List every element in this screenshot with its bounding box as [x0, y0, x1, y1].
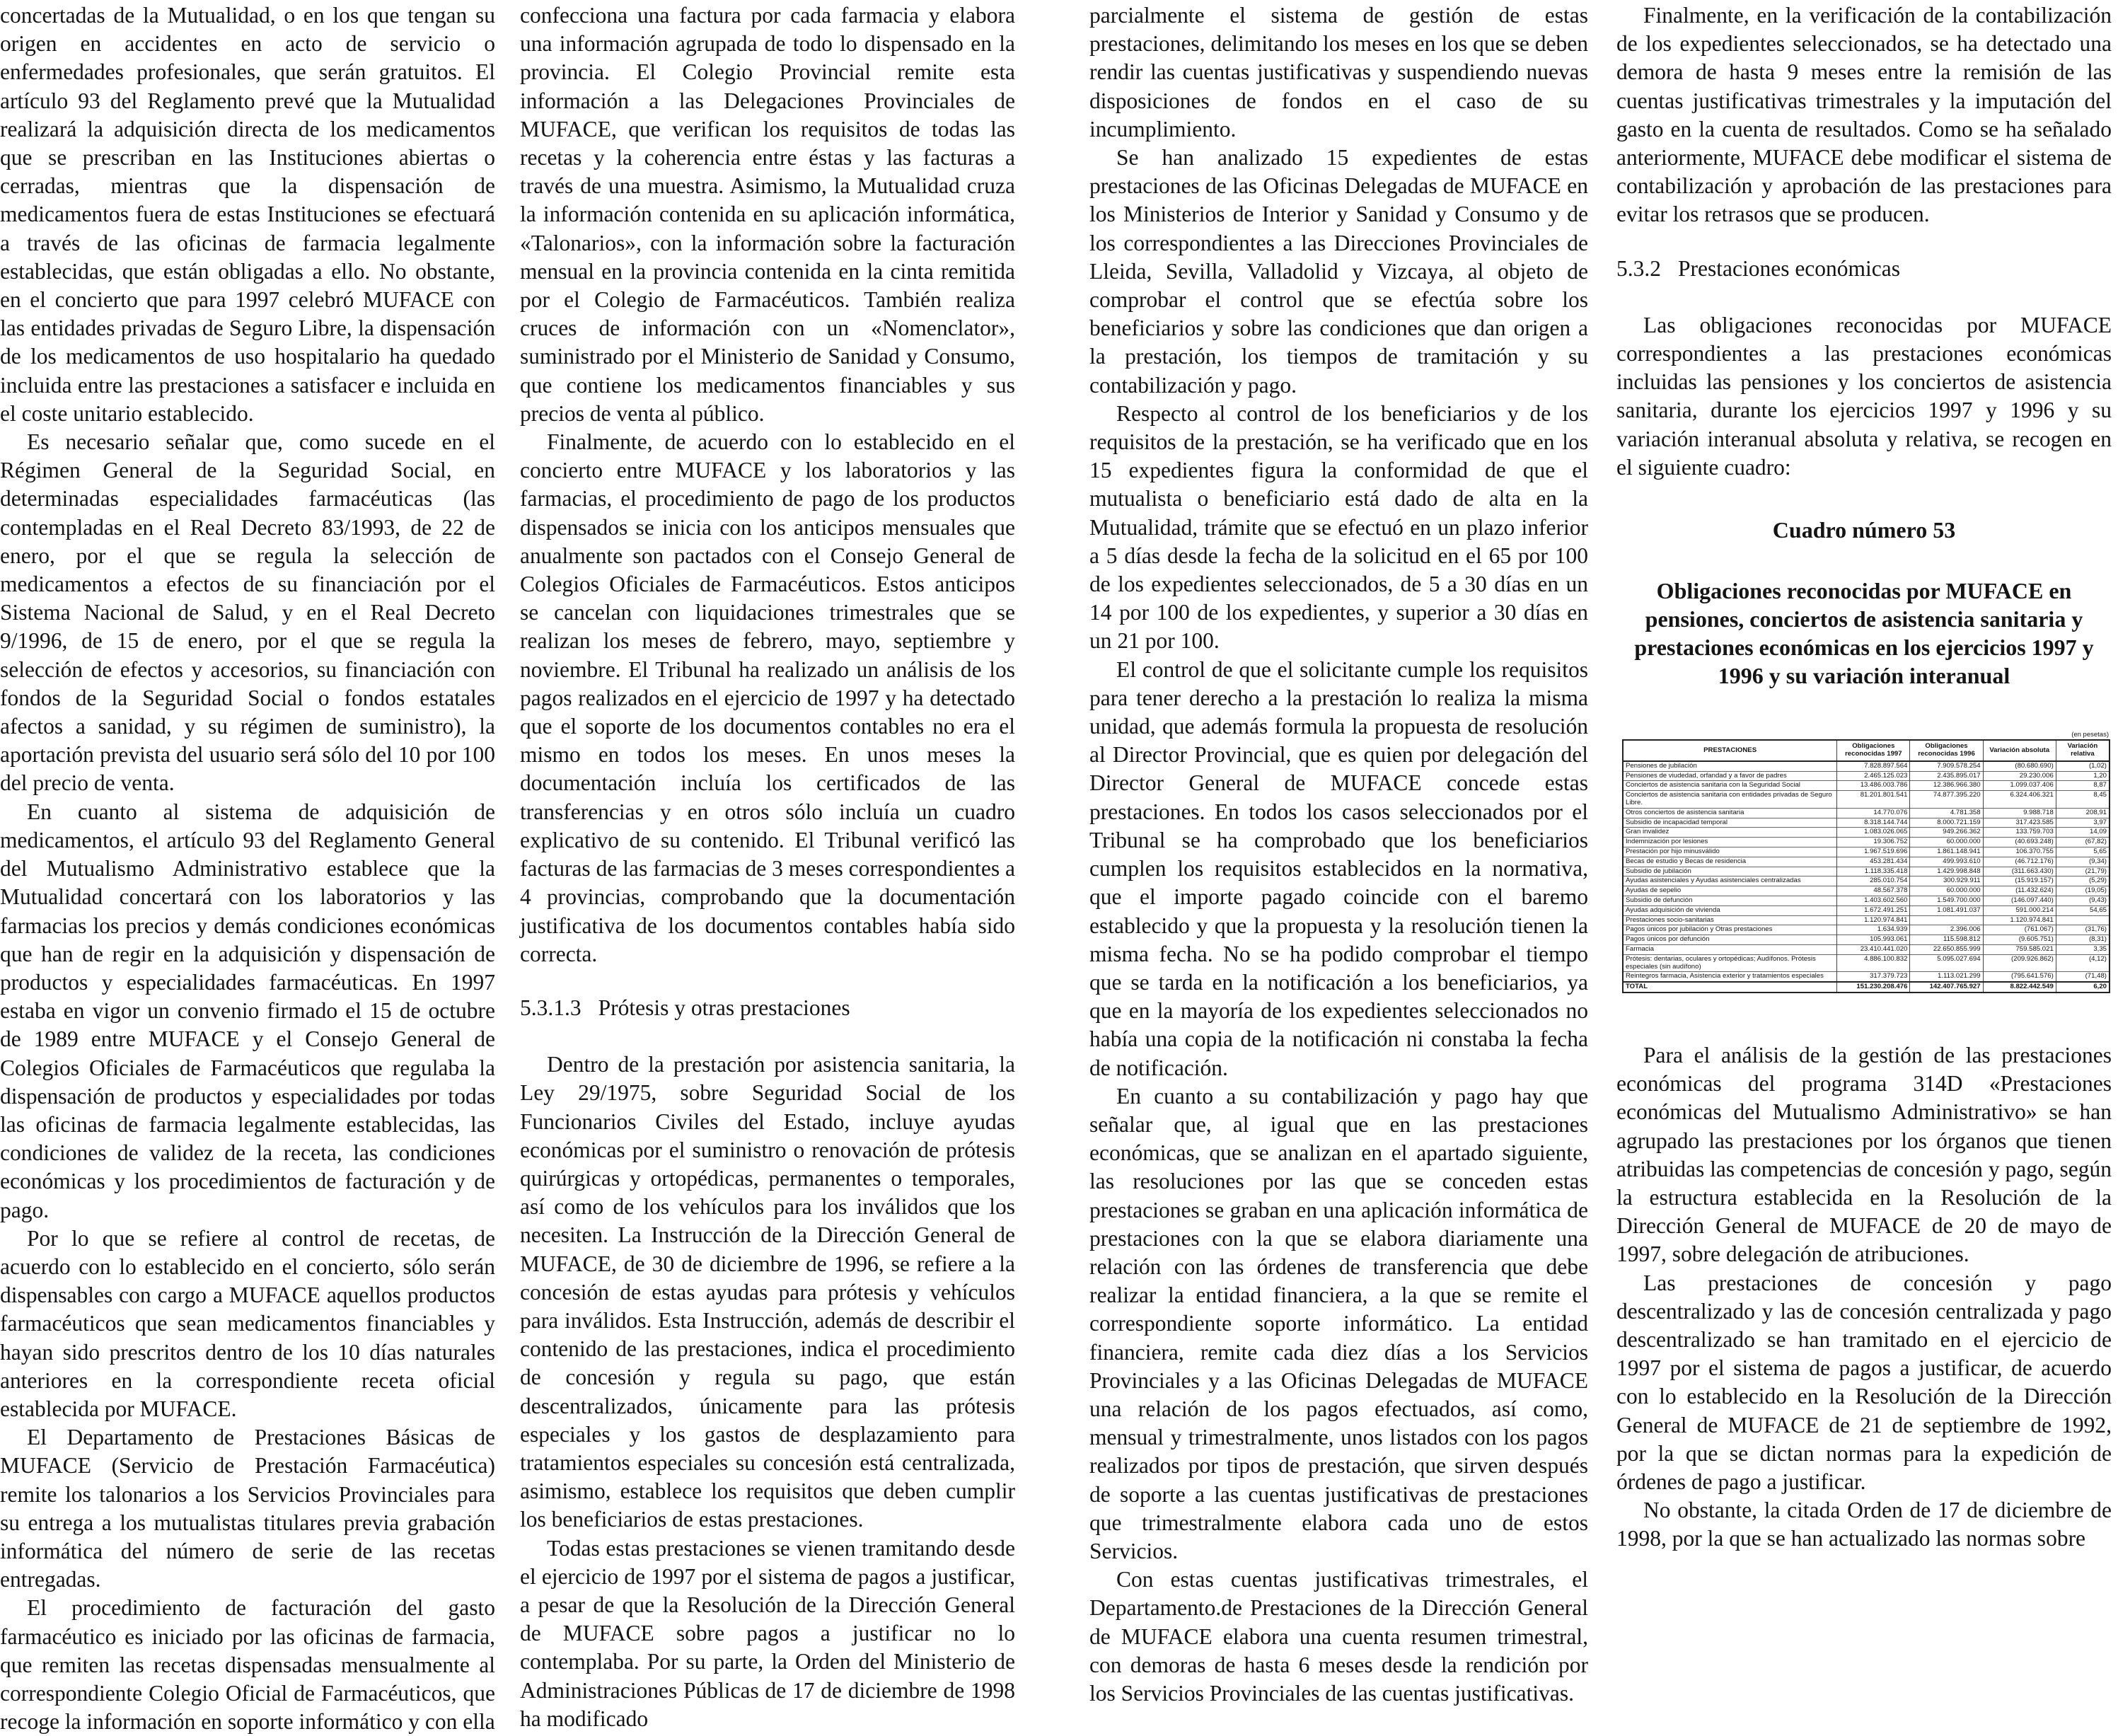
row-label-cell: Indemnización por lesiones [1623, 838, 1837, 847]
text-column-4 [1616, 1, 2112, 1637]
table-row [1623, 857, 2110, 867]
table-row [1623, 915, 2110, 925]
value-cell: 23.410.441.020 [1837, 944, 1910, 954]
table-row [1623, 838, 2110, 847]
value-cell: 285.010.754 [1837, 876, 1910, 886]
section-heading-5-3-1-3 [520, 994, 1015, 1022]
row-label-cell: Ayudas asistenciales y Ayudas asistenciales centralizadas [1623, 876, 1837, 886]
table-header-row [1623, 740, 2110, 761]
paragraph: concertadas de la Mutualidad, o en los que tengan su origen en accidentes en acto de servicio o enfermedades profesionales, que serán gratuitos. El artículo 93 del Reglamento prevé que la Mutualidad realizará la adquisición directa de los medicamentos que se prescriban en las Instituciones abiertas o cerradas, mientras que la dispensación de medicamentos fuera de estas Instituciones se efectuará a través de las oficinas de farmacia legalmente establecidas, que están obligadas a ello. No obstante, en el concierto que para 1997 celebró MUFACE con las entidades privadas de Seguro Libre, la dispensación de los medicamentos de uso hospitalario ha quedado incluida entre las prestaciones a satisfacer e incluida en el coste unitario establecido. [0, 3, 495, 426]
value-cell: (40.693.248) [1983, 838, 2056, 847]
table-row [1623, 954, 2110, 972]
value-cell: 6,20 [2056, 982, 2110, 993]
value-cell: 4.781.358 [1910, 808, 1983, 818]
value-cell: 1.081.491.037 [1910, 905, 1983, 915]
section-number: 5.3.2 [1616, 255, 1661, 281]
value-cell [1910, 915, 1983, 925]
text-column-2 [520, 1, 1015, 1731]
table-row [1623, 925, 2110, 935]
paragraph: Se han analizado 15 expedientes de estas prestaciones de las Oficinas Delegadas de MUFACE en los Ministerios de Interior y Sanidad y Consumo y de los correspondientes a las Direcciones Provinciales de Lleida, Sevilla, Valladolid y Vizcaya, al objeto de comprobar el control que se efectúa sobre los beneficiarios y sobre las condiciones que dan origen a la prestación, los tiempos de tramitación y su contabilización y pago. [1089, 145, 1588, 398]
row-label-cell: Conciertos de asistencia sanitaria con la Seguridad Social [1623, 781, 1837, 791]
value-cell: 1.120.974.841 [1837, 915, 1910, 925]
row-label-cell: Subsidio de defunción [1623, 896, 1837, 906]
paragraph: El control de que el solicitante cumple los requisitos para tener derecho a la prestación lo realiza la misma unidad, que además formula la propuesta de resolución al Director Provincial, que es quien por delegación del Director General de MUFACE concede estas prestaciones. En todos los casos seleccionados por el Tribunal se ha comprobado que los beneficiarios cumplen los requisitos establecidos en la normativa, que el importe pagado coincide con el baremo establecido y que la propuesta y la resolución tienen la misma fecha. No se ha podido comprobar el tiempo que se tarda en la notificación a los beneficiarios, ya que en la mayoría de los expedientes seleccionados no había una copia de la notificación ni constaba la fecha de notificación. [1089, 656, 1588, 1080]
row-label-cell: Ayudas adquisición de vivienda [1623, 905, 1837, 915]
paragraph: Con estas cuentas justificativas trimestrales, el Departamento.de Prestaciones de la Dirección General de MUFACE elabora una cuenta resumen trimestral, con demoras de hasta 6 meses desde la rendición por los Servicios Provinciales de las cuentas justificativas. [1089, 1567, 1588, 1706]
table-row [1623, 886, 2110, 896]
value-cell: (9.605.751) [1983, 935, 2056, 945]
value-cell: (11.432.624) [1983, 886, 2056, 896]
paragraph: Para el análisis de la gestión de las prestaciones económicas del programa 314D «Prestaciones económicas del Mutualismo Administrativo» se han agrupado las prestaciones por los órganos que tienen atribuidas las competencias de concesión y pago, según la estructura establecida en la Resolución de la Dirección General de MUFACE de 20 de mayo de 1997, sobre delegación de atribuciones. [1616, 1042, 2112, 1267]
value-cell: 22.650.855.999 [1910, 944, 1983, 954]
value-cell: 2.396.006 [1910, 925, 1983, 935]
value-cell: 8,45 [2056, 791, 2110, 809]
value-cell: 29.230.006 [1983, 771, 2056, 781]
text-column-1 [0, 1, 495, 1735]
value-cell: (209.926.862) [1983, 954, 2056, 972]
value-cell: 106.370.755 [1983, 847, 2056, 857]
paragraph: Las obligaciones reconocidas por MUFACE correspondientes a las prestaciones económicas incluidas las pensiones y los conciertos de asistencia sanitaria, durante los ejercicios 1997 y 1996 y su variación interanual absoluta y relativa, se recogen en el siguiente cuadro: [1616, 312, 2112, 480]
row-label-cell: Pagos únicos por jubilación y Otras prestaciones [1623, 925, 1837, 935]
table-row [1623, 771, 2110, 781]
row-label-cell: Subsidio de incapacidad temporal [1623, 818, 1837, 828]
value-cell: 2.465.125.023 [1837, 771, 1910, 781]
section-title: Prótesis y otras prestaciones [598, 995, 850, 1020]
value-cell: 1.120.974.841 [1983, 915, 2056, 925]
header-cell: Obligaciones reconocidas 1997 [1837, 740, 1910, 761]
value-cell: (8,31) [2056, 935, 2110, 945]
value-cell: (71,48) [2056, 972, 2110, 982]
value-cell: 81.201.801.541 [1837, 791, 1910, 809]
table-body [1623, 761, 2110, 993]
table-row [1623, 791, 2110, 809]
table-row [1623, 818, 2110, 828]
value-cell: 1,20 [2056, 771, 2110, 781]
row-label-cell: Prestaciones socio-sanitarias [1623, 915, 1837, 925]
value-cell: (80.680.690) [1983, 761, 2056, 771]
value-cell: 300.929.911 [1910, 876, 1983, 886]
header-cell: PRESTACIONES [1623, 740, 1837, 761]
value-cell: 317.379.723 [1837, 972, 1910, 982]
value-cell: 1.634.939 [1837, 925, 1910, 935]
value-cell: 14.770.076 [1837, 808, 1910, 818]
row-label-cell: Prestación por hijo minusválido [1623, 847, 1837, 857]
value-cell: 74.877.395.220 [1910, 791, 1983, 809]
value-cell: (19,05) [2056, 886, 2110, 896]
value-cell: 1.967.519.696 [1837, 847, 1910, 857]
paragraph: Dentro de la prestación por asistencia sanitaria, la Ley 29/1975, sobre Seguridad Social de los Funcionarios Civiles del Estado, incluye ayudas económicas por el suministro o renovación de prótesis quirúrgicas y ortopédicas, permanentes o temporales, así como de los vehículos para los inválidos que los necesiten. La Instrucción de la Dirección General de MUFACE, de 30 de diciembre de 1996, se refiere a la concesión de estas ayudas para prótesis y vehículos para inválidos. Esta Instrucción, además de describir el contenido de las prestaciones, indica el procedimiento de concesión y regula su pago, que están descentralizados, únicamente para las prótesis especiales y los gastos de desplazamiento para tratamientos especiales su concesión está centralizada, asimismo, establece los requisitos que deben cumplir los beneficiarios de estas prestaciones. [520, 1052, 1015, 1532]
value-cell: 8.000.721.159 [1910, 818, 1983, 828]
row-label-cell: Reintegros farmacia, Asistencia exterior y tratamientos especiales [1623, 972, 1837, 982]
table-row [1623, 808, 2110, 818]
value-cell: 6.324.406.321 [1983, 791, 2056, 809]
value-cell: (1,02) [2056, 761, 2110, 771]
value-cell: 14,09 [2056, 828, 2110, 838]
value-cell: 8.822.442.549 [1983, 982, 2056, 993]
value-cell: (46.712.176) [1983, 857, 2056, 867]
value-cell: 142.407.765.927 [1910, 982, 1983, 993]
value-cell: 1.083.026.065 [1837, 828, 1910, 838]
value-cell: 19.306.752 [1837, 838, 1910, 847]
table-row [1623, 944, 2110, 954]
row-label-cell: Becas de estudio y Becas de residencia [1623, 857, 1837, 867]
value-cell: 3,97 [2056, 818, 2110, 828]
value-cell: (67,82) [2056, 838, 2110, 847]
value-cell: 7.909.578.254 [1910, 761, 1983, 771]
paragraph: Las prestaciones de concesión y pago descentralizado y las de concesión centralizada y pago descentralizado se han tramitado en el ejercicio de 1997 por el sistema de pagos a justificar, de acuerdo con lo establecido en la Resolución de la Dirección General de MUFACE de 21 de septiembre de 1992, por la que se dictan normas para la expedición de órdenes de pago a justificar. [1616, 1270, 2112, 1495]
paragraph: Todas estas prestaciones se vienen tramitando desde el ejercicio de 1997 por el sistema de pagos a justificar, a pesar de que la Resolución de la Dirección General de MUFACE sobre pagos a justificar no lo contemplaba. Por su parte, la Orden del Ministerio de Administraciones Públicas de 17 de diciembre de 1998 ha modificado [520, 1535, 1015, 1731]
value-cell: (146.097.440) [1983, 896, 2056, 906]
value-cell: 3,35 [2056, 944, 2110, 954]
table-subtitle: Obligaciones reconocidas por MUFACE en pensiones, conciertos de asistencia sanitaria y prestaciones económicas en los ejercicios 1997 y 1996 y su variación interanual [1634, 578, 2094, 689]
table-row [1623, 876, 2110, 886]
value-cell: 499.993.610 [1910, 857, 1983, 867]
row-label-cell: Subsidio de jubilación [1623, 867, 1837, 876]
paragraph: Finalmente, de acuerdo con lo establecido en el concierto entre MUFACE y los laboratorios y las farmacias, el procedimiento de pago de los productos dispensados se inicia con los anticipos mensuales que anualmente son pactados con el Consejo General de Colegios Oficiales de Farmacéuticos. Estos anticipos se cancelan con liquidaciones trimestrales que se realizan los meses de febrero, mayo, septiembre y noviembre. El Tribunal ha realizado un análisis de los pagos realizados en el ejercicio de 1997 y ha detectado que el soporte de los documentos contables no era el mismo en todos los meses. En unos meses la documentación incluía los certificados de las transferencias y en otros sólo incluía un cuadro explicativo de su contenido. El Tribunal verificó las facturas de las farmacias de 3 meses correspondientes a 4 provincias, comprobando que la documentación justificativa de los documentos contables había sido correcta. [520, 429, 1015, 966]
value-cell: 115.598.812 [1910, 935, 1983, 945]
value-cell: 1.403.602.560 [1837, 896, 1910, 906]
value-cell: 208,91 [2056, 808, 2110, 818]
value-cell: (761.067) [1983, 925, 2056, 935]
value-cell: 13.486.003.786 [1837, 781, 1910, 791]
paragraph: Respecto al control de los beneficiarios y de los requisitos de la prestación, se ha verificado que en los 15 expedientes figura la conformidad de que el mutualista o beneficiario está dado de alta en la Mutualidad, trámite que se efectuó en un plazo inferior a 5 días desde la fecha de la solicitud en el 65 por 100 de los expedientes seleccionados, de 5 a 30 días en un 14 por 100 de los expedientes, y superior a 30 días en un 21 por 100. [1089, 400, 1588, 654]
value-cell: 105.993.061 [1837, 935, 1910, 945]
paragraph: confecciona una factura por cada farmacia y elabora una información agrupada de todo lo dispensado en la provincia. El Colegio Provincial remite esta información a las Delegaciones Provinciales de MUFACE, que verifican los requisitos de todas las recetas y la coherencia entre éstas y las facturas a través de una muestra. Asimismo, la Mutualidad cruza la información contenida en su aplicación informática, «Talonarios», con la información sobre la facturación mensual en la provincia contenida en la cinta remitida por el Colegio de Farmacéuticos. También realiza cruces de información con un «Nomenclator», suministrado por el Ministerio de Sanidad y Consumo, que contiene los medicamentos financiables y sus precios de venta al público. [520, 3, 1015, 426]
value-cell: 5.095.027.694 [1910, 954, 1983, 972]
header-cell: Variación relativa [2056, 740, 2110, 761]
value-cell: 759.585.021 [1983, 944, 2056, 954]
value-cell: 60.000.000 [1910, 886, 1983, 896]
row-label-cell: Otros conciertos de asistencia sanitaria [1623, 808, 1837, 818]
table-units-note: (en pesetas) [2071, 731, 2109, 739]
paragraph: No obstante, la citada Orden de 17 de diciembre de 1998, por la que se han actualizado las normas sobre [1616, 1498, 2112, 1551]
row-label-cell: Gran invalidez [1623, 828, 1837, 838]
value-cell: 9.988.718 [1983, 808, 2056, 818]
table-row [1623, 935, 2110, 945]
table-row [1623, 905, 2110, 915]
row-label-cell: Pagos únicos por defunción [1623, 935, 1837, 945]
value-cell: 1.549.700.000 [1910, 896, 1983, 906]
value-cell: 8.318.144.744 [1837, 818, 1910, 828]
obligations-table [1622, 739, 2110, 993]
row-label-cell: TOTAL [1623, 982, 1837, 993]
value-cell: 60.000.000 [1910, 838, 1983, 847]
table-row [1623, 781, 2110, 791]
value-cell: 2.435.895.017 [1910, 771, 1983, 781]
value-cell: (31,76) [2056, 925, 2110, 935]
row-label-cell: Conciertos de asistencia sanitaria con entidades privadas de Seguro Libre. [1623, 791, 1837, 809]
value-cell: 1.099.037.406 [1983, 781, 2056, 791]
paragraph: parcialmente el sistema de gestión de estas prestaciones, delimitando los meses en los que se deben rendir las cuentas justificativas y suspendiendo nuevas disposiciones de fondos en el caso de su incumplimiento. [1089, 3, 1588, 141]
paragraph: Es necesario señalar que, como sucede en el Régimen General de la Seguridad Social, en determinadas especialidades farmacéuticas (las contempladas en el Real Decreto 83/1993, de 22 de enero, por el que se regula la selección de medicamentos a efectos de su financiación por el Sistema Nacional de Salud, y en el Real Decreto 9/1996, de 15 de enero, por el que se regula la selección de efectos y accesorios, su financiación con fondos de la Seguridad Social o fondos estatales afectos a sanidad, y su régimen de suministro), la aportación prevista del usuario será sólo del 10 por 100 del precio de venta. [0, 429, 495, 796]
value-cell: 1.861.148.941 [1910, 847, 1983, 857]
value-cell: 949.266.362 [1910, 828, 1983, 838]
value-cell: 1.118.335.418 [1837, 867, 1910, 876]
row-label-cell: Pensiones de viudedad, orfandad y a favor de padres [1623, 771, 1837, 781]
table-row [1623, 847, 2110, 857]
value-cell: (9,43) [2056, 896, 2110, 906]
paragraph: En cuanto al sistema de adquisición de medicamentos, el artículo 93 del Reglamento General del Mutualismo Administrativo establece que la Mutualidad concertará con los laboratorios y las farmacias los precios y demás condiciones económicas que han de regir en la adquisición y dispensación de productos y especialidades farmacéuticas. En 1997 estaba en vigor un convenio firmado el 15 de octubre de 1989 entre MUFACE y el Consejo General de Colegios Oficiales de Farmacéuticos que regulaba la dispensación de productos y especialidades por todas las oficinas de farmacia legalmente establecidas, las condiciones de validez de la receta, las condiciones económicas y los procedimientos de facturación y de pago. [0, 799, 495, 1222]
header-cell: Obligaciones reconocidas 1996 [1910, 740, 1983, 761]
value-cell: (21,79) [2056, 867, 2110, 876]
section-heading-5-3-2 [1616, 255, 2112, 283]
value-cell: 591.000.214 [1983, 905, 2056, 915]
table-row [1623, 828, 2110, 838]
row-label-cell: Pensiones de jubilación [1623, 761, 1837, 771]
paragraph: El procedimiento de facturación del gasto farmacéutico es iniciado por las oficinas de farmacia, que remiten las recetas dispensadas mensualmente al correspondiente Colegio Oficial de Farmacéuticos, que recoge la información en soporte informático y con ella [0, 1595, 495, 1735]
row-label-cell: Prótesis: dentarias, oculares y ortopédicas; Audífonos. Prótesis especiales (sin audífono) [1623, 954, 1837, 972]
value-cell: (5,29) [2056, 876, 2110, 886]
table-block [1622, 731, 2110, 993]
value-cell: 151.230.208.476 [1837, 982, 1910, 993]
header-cell: Variación absoluta [1983, 740, 2056, 761]
value-cell: 1.429.998.848 [1910, 867, 1983, 876]
value-cell: (9,34) [2056, 857, 2110, 867]
value-cell: 1.113.021.299 [1910, 972, 1983, 982]
value-cell: (15.919.157) [1983, 876, 2056, 886]
value-cell: (795.641.576) [1983, 972, 2056, 982]
value-cell: 8,87 [2056, 781, 2110, 791]
row-label-cell: Farmacia [1623, 944, 1837, 954]
section-number: 5.3.1.3 [520, 995, 581, 1020]
value-cell: 317.423.585 [1983, 818, 2056, 828]
paragraph: Por lo que se refiere al control de recetas, de acuerdo con lo establecido en el concierto, sólo serán dispensables con cargo a MUFACE aquellos productos farmacéuticos que sean medicamentos financiables y hayan sido prescritos dentro de los 10 días naturales anteriores en la correspondiente receta oficial establecida por MUFACE. [0, 1225, 495, 1421]
paragraph: Finalmente, en la verificación de la contabilización de los expedientes seleccionados, se ha detectado una demora de hasta 9 meses entre la remisión de las cuentas justificativas trimestrales y la imputación del gasto en la cuenta de resultados. Como se ha señalado anteriormente, MUFACE debe modificar el sistema de contabilización y aprobación de las prestaciones para evitar los retrasos que se producen. [1616, 3, 2112, 227]
value-cell: 1.672.491.251 [1837, 905, 1910, 915]
value-cell: 453.281.434 [1837, 857, 1910, 867]
text-column-3 [1089, 1, 1588, 1706]
paragraph: En cuanto a su contabilización y pago hay que señalar que, al igual que en las prestaciones económicas, que se analizan en el apartado siguiente, las resoluciones por las que se conceden estas prestaciones se graban en una aplicación informática de prestaciones con la que se elabora diariamente una relación con las órdenes de transferencia que debe realizar la entidad financiera, a la que se remite el correspondiente soporte informático. La entidad financiera, remite cada diez días a los Servicios Provinciales y a las Oficinas Delegadas de MUFACE una relación de los pagos efectuados, así como, mensual y trimestralmente, unos listados con los pagos realizados por tipos de prestación, que sirven después de soporte a las cuentas justificativas de prestaciones que trimestralmente elabora cada uno de estos Servicios. [1089, 1083, 1588, 1563]
table-caption: Cuadro número 53 [1772, 517, 1956, 543]
paragraph: El Departamento de Prestaciones Básicas de MUFACE (Servicio de Prestación Farmacéutica) remite los talonarios a los Servicios Provinciales para su entrega a los mutualistas titulares previa grabación informática del número de serie de las recetas entregadas. [0, 1425, 495, 1592]
value-cell: 12.386.966.380 [1910, 781, 1983, 791]
table-total-row [1623, 982, 2110, 993]
value-cell: 48.567.378 [1837, 886, 1910, 896]
value-cell: (4,12) [2056, 954, 2110, 972]
value-cell: 54,65 [2056, 905, 2110, 915]
table-row [1623, 896, 2110, 906]
value-cell: (311.663.430) [1983, 867, 2056, 876]
table-row [1623, 972, 2110, 982]
value-cell: 4.886.100.832 [1837, 954, 1910, 972]
value-cell: 133.759.703 [1983, 828, 2056, 838]
row-label-cell: Ayudas de sepelio [1623, 886, 1837, 896]
value-cell: 7.828.897.564 [1837, 761, 1910, 771]
value-cell: 5,65 [2056, 847, 2110, 857]
section-title: Prestaciones económicas [1678, 255, 1901, 281]
table-row [1623, 867, 2110, 876]
table-row [1623, 761, 2110, 771]
value-cell [2056, 915, 2110, 925]
